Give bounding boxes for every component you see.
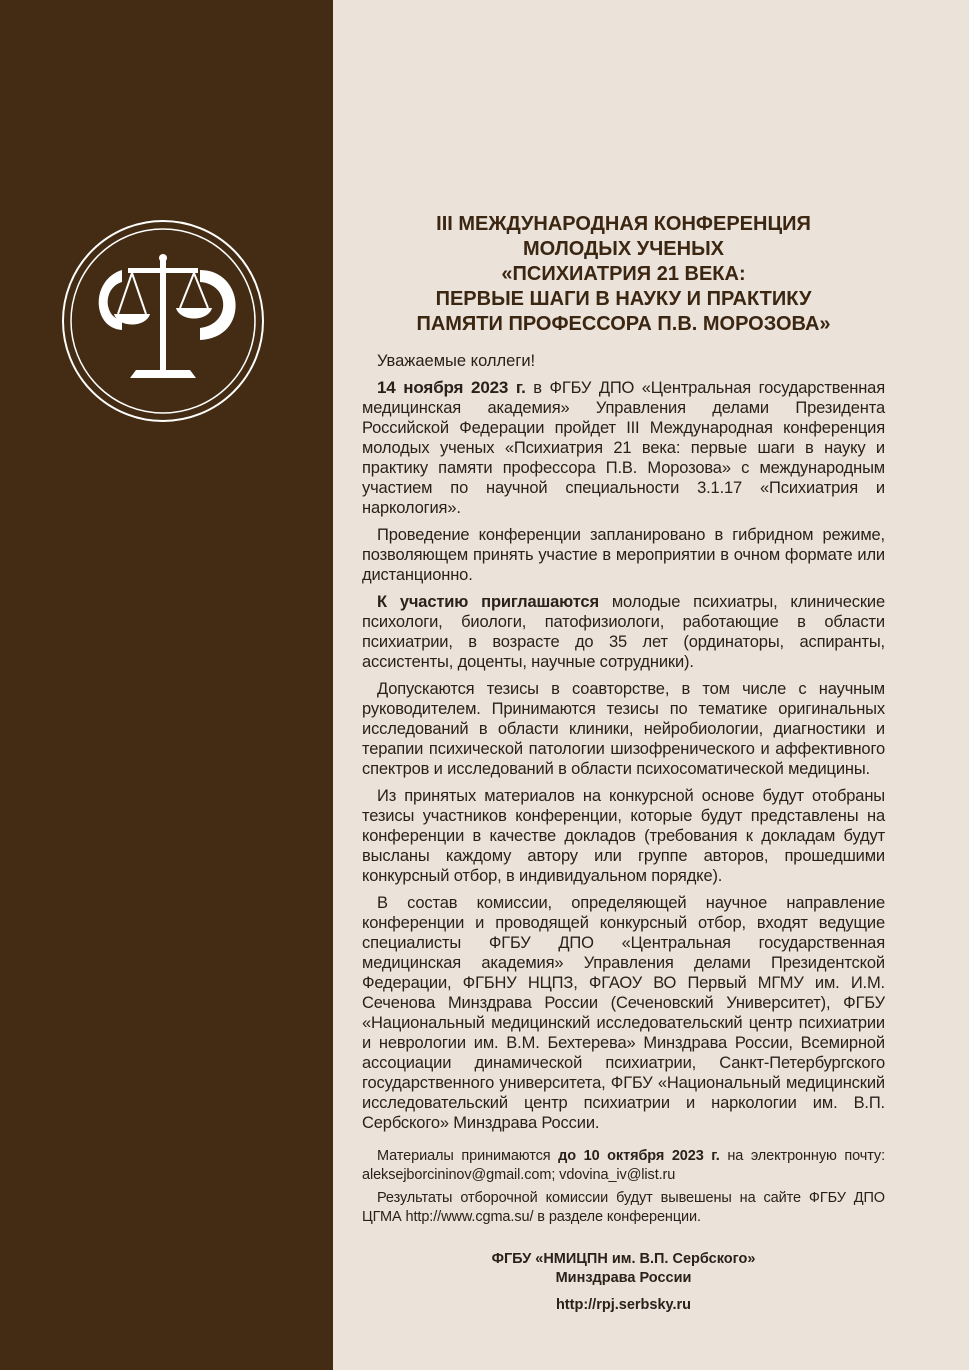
title-line: ПЕРВЫЕ ШАГИ В НАУКУ И ПРАКТИКУ xyxy=(435,288,812,310)
footer-org-line: Минздрава России xyxy=(555,1270,692,1286)
results-note: Результаты отборочной комиссии будут вывешены на сайте ФГБУ ДПО ЦГМА http://www.cgma.su/ в разделе конференции. xyxy=(362,1190,885,1225)
conference-title xyxy=(362,212,885,337)
paragraph-date xyxy=(362,378,885,518)
materials-email: на электронную почту: aleksejborcininov@gmail.com; vdovina_iv@list.ru xyxy=(362,1148,885,1183)
paragraph-theses: Допускаются тезисы в соавторстве, в том числе с научным руководителем. Принимаются тезисы по тематике оригинальных исследований в области клиники, нейробиологии, диагностики и терапии психической патологии шизофренического и аффективного спектров и исследований в области психосоматической медицины. xyxy=(362,680,885,778)
paragraph-selection: Из принятых материалов на конкурсной основе будут отобраны тезисы участников конференции, которые будут представлены на конференции в качестве докладов (требования к докладам будут высланы каждому автору или группе авторов, прошедшими конкурсный отбор, в индивидуальном порядке). xyxy=(362,787,885,885)
event-date: 14 ноября 2023 г. xyxy=(377,378,526,397)
footer-org-line: ФГБУ «НМИЦПН им. В.П. Сербского» xyxy=(491,1251,756,1267)
materials-note xyxy=(362,1147,885,1185)
deadline: до 10 октября 2023 г. xyxy=(558,1148,720,1164)
main-content xyxy=(362,212,885,1231)
greeting: Уважаемые коллеги! xyxy=(377,352,536,370)
left-color-band xyxy=(0,0,333,1370)
title-line: III МЕЖДУНАРОДНАЯ КОНФЕРЕНЦИЯ xyxy=(436,213,811,235)
title-line: «ПСИХИАТРИЯ 21 ВЕКА: xyxy=(501,263,746,285)
materials-prefix: Материалы принимаются xyxy=(377,1148,559,1164)
footer-website-link[interactable]: http://rpj.serbsky.ru xyxy=(555,1297,692,1313)
paragraph-format: Проведение конференции запланировано в гибридном режиме, позволяющем принять участие в мероприятии в очном формате или дистанционно. xyxy=(362,526,885,584)
scales-emblem-icon xyxy=(60,218,266,424)
footer-organization xyxy=(362,1250,885,1288)
title-line: МОЛОДЫХ УЧЕНЫХ xyxy=(523,238,724,260)
invite-label: К участию приглашаются xyxy=(377,593,599,611)
paragraph-text: в ФГБУ ДПО «Центральная государственная медицинская академия» Управления делами Президента Российской Федерации пройдет III Международная конференция молодых ученых «Психиатрия 21 века: первые шаги в науку и практику памяти профессора П.В. Морозова» с международным участием по научной специальности 3.1.17 «Психиатрия и наркология». xyxy=(362,379,885,517)
title-line: ПАМЯТИ ПРОФЕССОРА П.В. МОРОЗОВА» xyxy=(416,313,831,335)
paragraph-commission: В состав комиссии, определяющей научное направление конференции и проводящей конкурсный отбор, входят ведущие специалисты ФГБУ ДПО «Центральная государственная медицинская академия» Управления делами Президентской Федерации, ФГБНУ НЦПЗ, ФГАОУ ВО Первый МГМУ им. И.М. Сеченова Минздрава России (Сеченовский Университет), ФГБУ «Национальный медицинский исследовательский центр психиатрии и неврологии им. В.М. Бехтерева» Минздрава России, Всемирной ассоциации динамической психиатрии, Санкт-Петербургского государственного университета, ФГБУ «Национальный медицинский исследовательский центр психиатрии и наркологии им. В.П. Сербского» Минздрава России. xyxy=(362,894,885,1132)
paragraph-text: молодые психиатры, клинические психологи, биологи, патофизиологи, работающие в области психиатрии, в возрасте до 35 лет (ординаторы, аспиранты, ассистенты, доценты, научные сотрудники). xyxy=(362,593,885,671)
paragraph-participants xyxy=(362,592,885,672)
